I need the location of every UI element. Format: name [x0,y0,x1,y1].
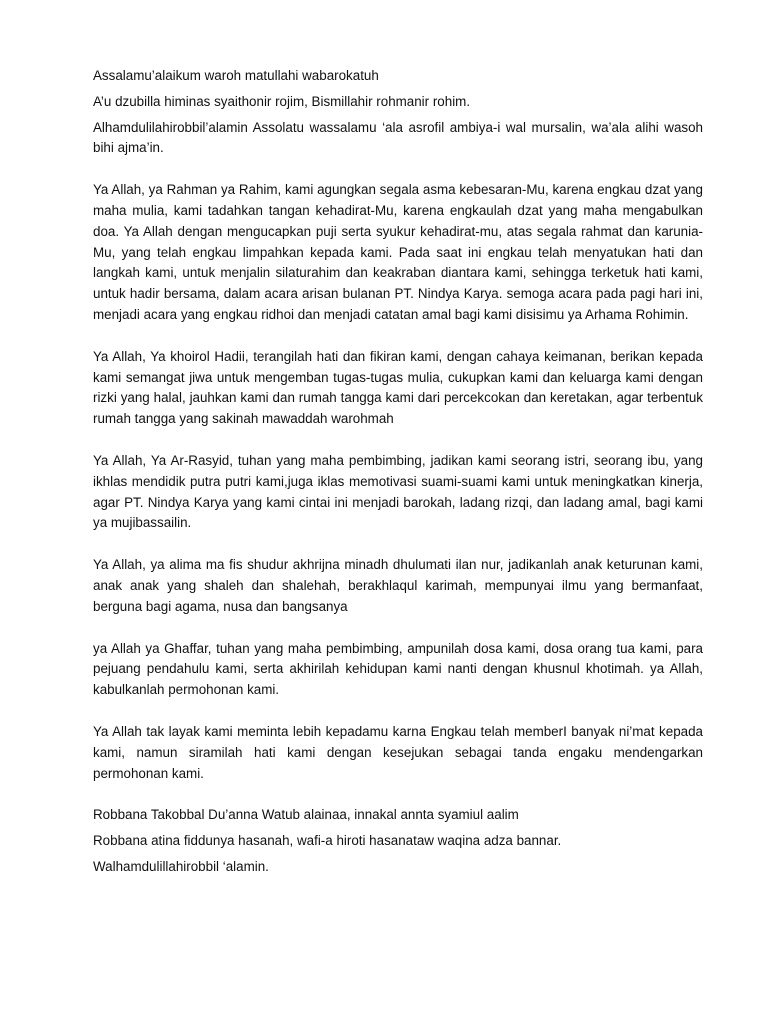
hamdalah-paragraph: Alhamdulilahirobbil’alamin Assolatu wassalamu ‘ala asrofil ambiya-i wal mursalin, wa’ala alihi wasoh bihi ajma’in. [93,119,703,156]
greeting-paragraph: Assalamu’alaikum waroh matullahi wabarokatuh [93,68,379,83]
closing-prayer-2: Robbana atina fiddunya hasanah, wafi-a hiroti hasanataw waqina adza bannar. [93,833,562,849]
taawudz-paragraph: A’u dzubilla himinas syaithonir rojim, Bismillahir rohmanir rohim. [93,93,471,109]
prayer-paragraph-4: Ya Allah, ya alima ma fis shudur akhrijna minadh dhulumati ilan nur, jadikanlah anak keturunan kami, anak anak yang shaleh dan shalehah, berakhlaqul karimah, mempunyai ilmu yang bermanfaat, berguna bagi agama, nusa dan bangsanya [93,557,703,614]
document-page [93,66,703,878]
prayer-paragraph-3: Ya Allah, Ya Ar-Rasyid, tuhan yang maha pembimbing, jadikan kami seorang istri, seorang ibu, yang ikhlas mendidik putra putri kami,juga iklas memotivasi suami-suami kami untuk meningkatkan kinerja, agar PT. Nindya Karya yang kami cintai ini menjadi barokah, ladang rizqi, dan ladang amal, bagi kami ya mujibassailin. [93,452,703,531]
closing-hamdalah: Walhamdulillahirobbil ‘alamin. [93,858,269,874]
prayer-paragraph-5: ya Allah ya Ghaffar, tuhan yang maha pembimbing, ampunilah dosa kami, dosa orang tua kami, para pejuang pendahulu kami, serta akhirilah kehidupan kami nanti dengan khusnul khotimah. ya Allah, kabulkanlah permohonan kami. [93,640,703,698]
prayer-paragraph-1: Ya Allah, ya Rahman ya Rahim, kami agungkan segala asma kebesaran-Mu, karena engkau dzat yang maha mulia, kami tadahkan tangan kehadirat-Mu, karena engkaulah dzat yang maha mengabulkan doa. Ya Allah dengan mengucapkan puji serta syukur kehadirat-mu, atas segala rahmat dan karunia-Mu, yang telah engkau limpahkan kepada kami. Pada saat ini engkau telah menyatukan hati dan langkah kami, untuk menjalin silaturahim dan keakraban diantara kami, sehingga terketuk hati kami, untuk hadir bersama, dalam acara arisan bulanan PT. Nindya Karya. semoga acara pada pagi hari ini, menjadi acara yang engkau ridhoi dan menjadi catatan amal bagi kami disisimu ya Arhama Rohimin. [93,182,703,322]
prayer-paragraph-6: Ya Allah tak layak kami meminta lebih kepadamu karna Engkau telah memberI banyak ni’mat kepada kami, namun siramilah hati kami dengan kesejukan sebagai tanda engaku mendengarkan permohonan kami. [93,723,703,781]
prayer-paragraph-2: Ya Allah, Ya khoirol Hadii, terangilah hati dan fikiran kami, dengan cahaya keimanan, berikan kepada kami semangat jiwa untuk mengemban tugas-tugas mulia, cukupkan kami dan keluarga kami dengan rizki yang halal, jauhkan kami dan rumah tangga kami dari percekcokan dan keretakan, agar terbentuk rumah tangga yang sakinah mawaddah warohmah [93,348,703,427]
closing-prayer-1: Robbana Takobbal Du’anna Watub alainaa, innakal annta syamiul aalim [93,807,519,823]
